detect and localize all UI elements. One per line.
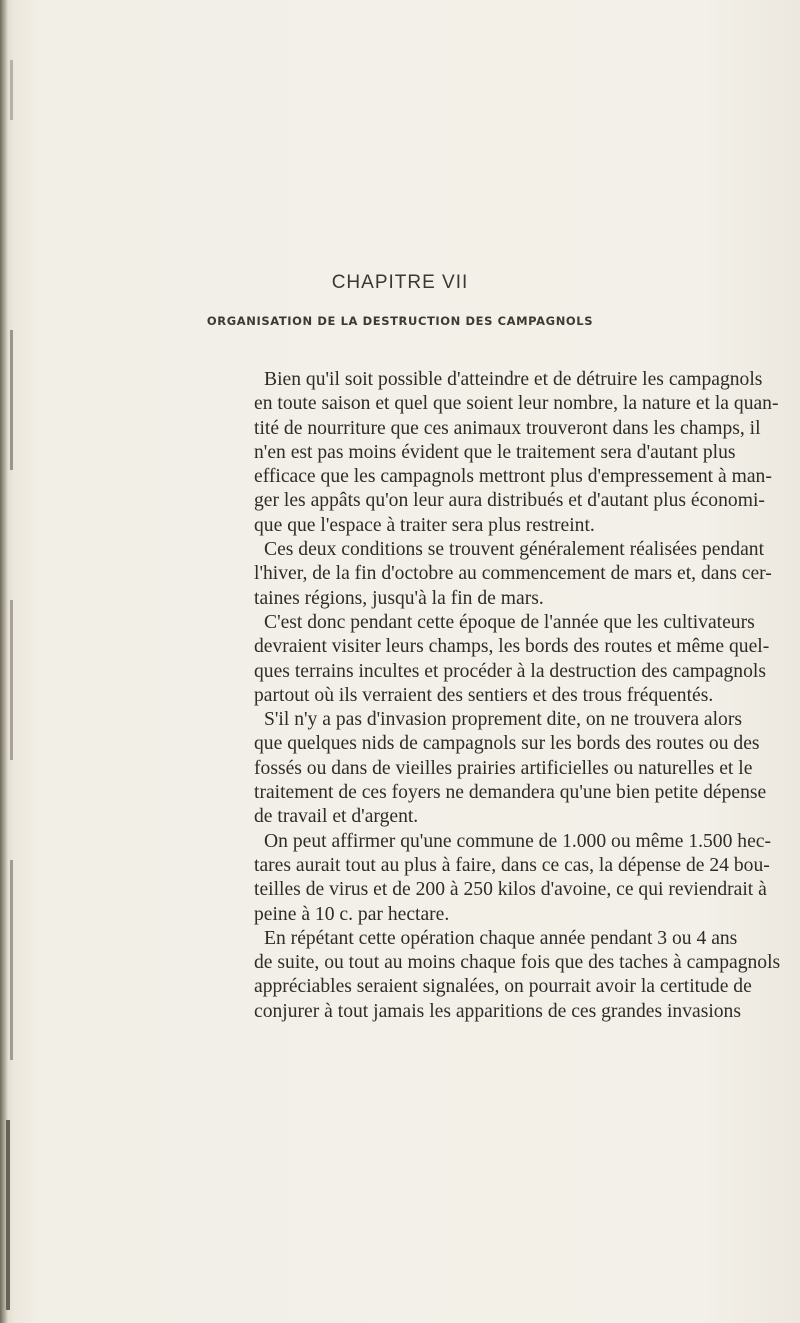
text-line: taines régions, jusqu'à la fin de mars.: [254, 587, 544, 609]
text-line: tité de nourriture que ces animaux trouveront dans les champs, il: [254, 417, 761, 439]
text-line: ger les appâts qu'on leur aura distribués et d'autant plus économi-: [254, 490, 765, 512]
text-line: que quelques nids de campagnols sur les bords des routes ou des: [254, 733, 760, 755]
text-line: fossés ou dans de vieilles prairies artificielles ou naturelles et le: [254, 757, 753, 779]
spine-mark: [6, 1120, 10, 1310]
chapter-title: CHAPITRE VII: [331, 272, 469, 293]
text-line: S'il n'y a pas d'invasion proprement dite, on ne trouvera alors: [264, 709, 743, 731]
text-line: tares aurait tout au plus à faire, dans ce cas, la dépense de 24 bou-: [254, 854, 770, 876]
spine-mark: [10, 330, 13, 470]
spine-mark: [10, 860, 13, 1060]
text-line: l'hiver, de la fin d'octobre au commencement de mars et, dans cer-: [254, 563, 772, 585]
text-line: partout où ils verraient des sentiers et des trous fréquentés.: [254, 684, 714, 706]
text-line: En répétant cette opération chaque année pendant 3 ou 4 ans: [264, 927, 738, 949]
spine-mark: [10, 60, 13, 120]
text-line: n'en est pas moins évident que le traitement sera d'autant plus: [254, 441, 736, 463]
text-line: devraient visiter leurs champs, les bords des routes et même quel-: [254, 636, 770, 658]
text-line: appréciables seraient signalées, on pourrait avoir la certitude de: [254, 976, 752, 998]
text-line: en toute saison et quel que soient leur nombre, la nature et la quan-: [254, 393, 779, 415]
text-line: ques terrains incultes et procéder à la destruction des campagnols: [254, 660, 766, 682]
text-line: que que l'espace à traiter sera plus restreint.: [254, 514, 595, 536]
text-line: conjurer à tout jamais les apparitions de ces grandes invasions: [254, 1000, 741, 1022]
spine-mark: [10, 600, 13, 760]
text-line: de travail et d'argent.: [254, 806, 419, 828]
section-title: ORGANISATION DE LA DESTRUCTION DES CAMPAGNOLS: [206, 314, 594, 328]
text-line: On peut affirmer qu'une commune de 1.000 ou même 1.500 hec-: [264, 830, 772, 852]
text-line: de suite, ou tout au moins chaque fois que des taches à campagnols: [254, 952, 781, 974]
text-line: C'est donc pendant cette époque de l'année que les cultivateurs: [264, 611, 755, 633]
text-line: teilles de virus et de 200 à 250 kilos d'avoine, ce qui reviendrait à: [254, 879, 767, 901]
text-line: efficace que les campagnols mettront plus d'empressement à man-: [254, 466, 772, 488]
text-line: Bien qu'il soit possible d'atteindre et de détruire les campagnols: [264, 369, 763, 390]
text-line: peine à 10 c. par hectare.: [254, 903, 450, 925]
text-line: traitement de ces foyers ne demandera qu'une bien petite dépense: [254, 782, 767, 804]
body-text: [254, 368, 800, 1024]
text-line: Ces deux conditions se trouvent généralement réalisées pendant: [264, 539, 765, 561]
